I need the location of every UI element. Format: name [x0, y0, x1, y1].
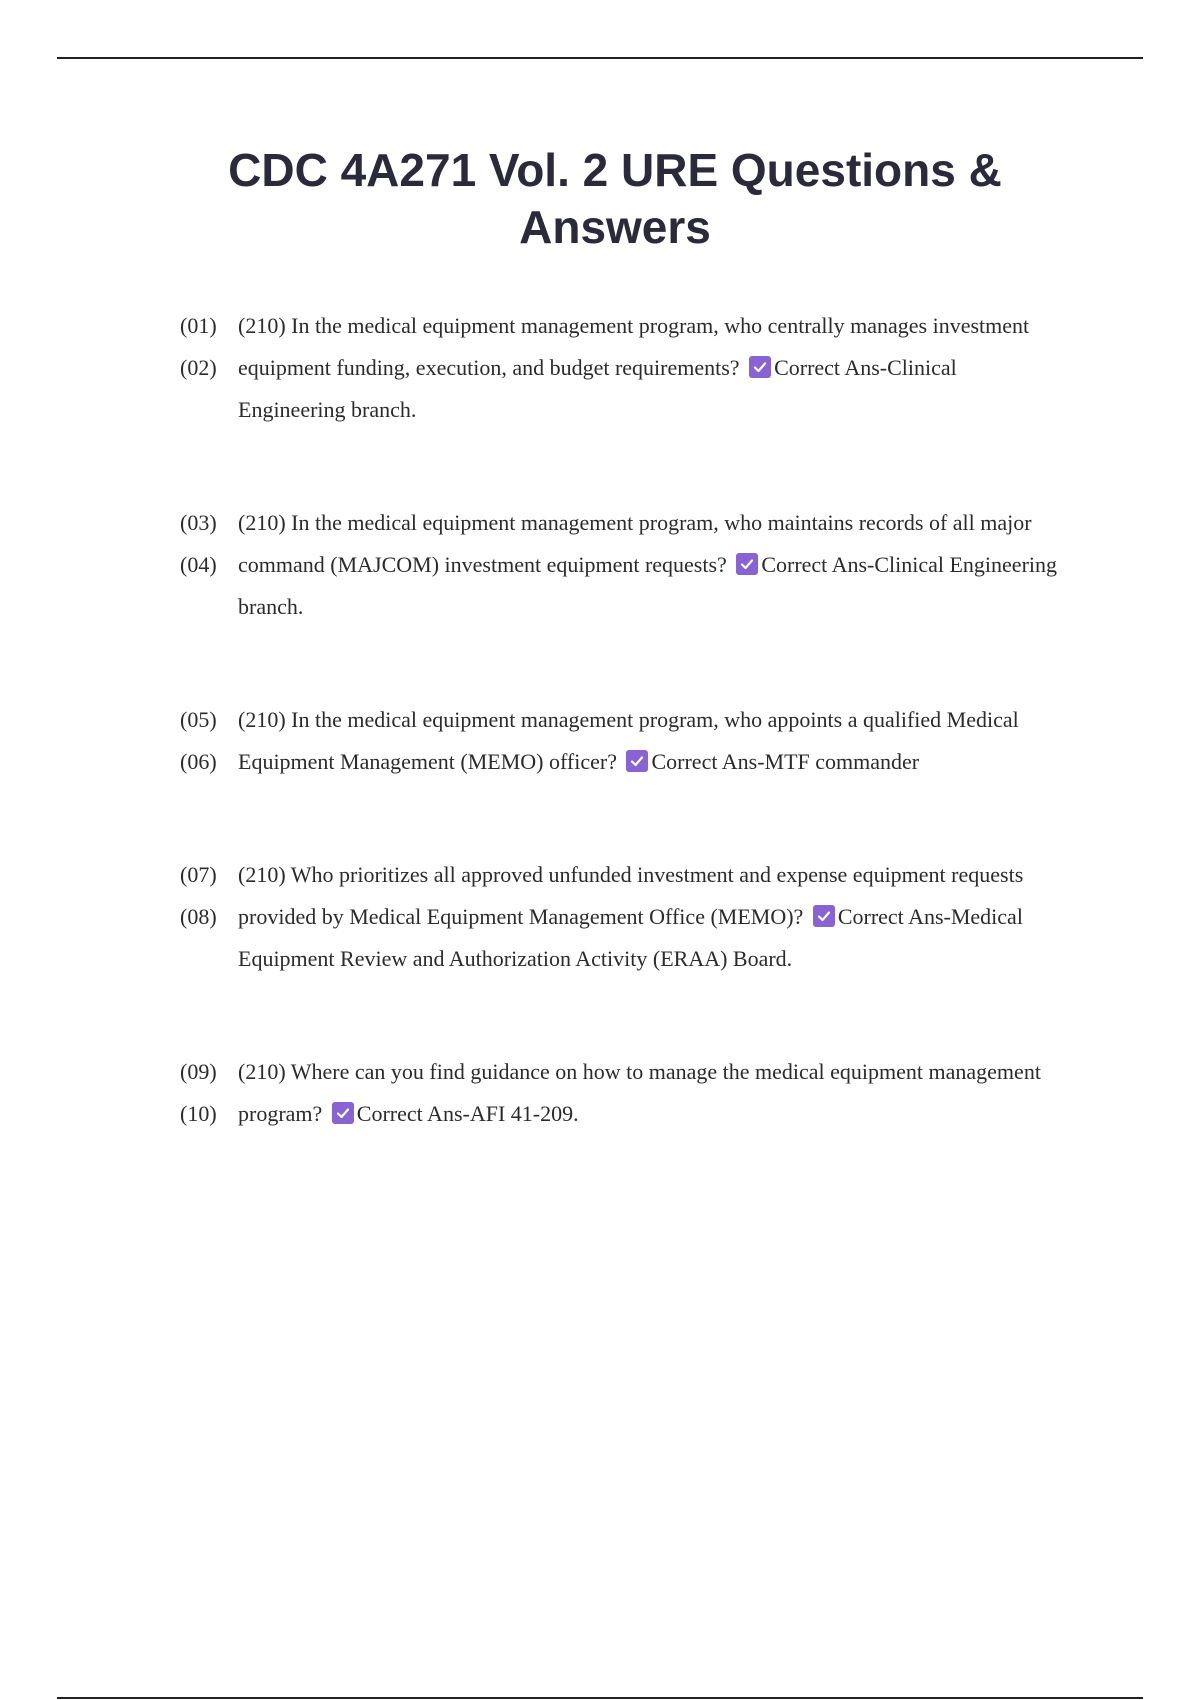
answer-text: Correct Ans-Clinical Engineering branch. — [238, 355, 957, 422]
document-title: CDC 4A271 Vol. 2 URE Questions & Answers — [228, 144, 1002, 253]
line-number: (04) — [180, 552, 217, 577]
question-line — [180, 854, 1060, 896]
question-continuation: Equipment Management (MEMO) officer? — [238, 749, 617, 774]
question-continuation: equipment funding, execution, and budget requirements? — [238, 355, 740, 380]
qa-item — [180, 1051, 1060, 1135]
answer-line — [180, 896, 1060, 980]
answer-content — [238, 896, 1060, 980]
qa-item — [180, 502, 1060, 628]
line-number: (08) — [180, 904, 217, 929]
answer-line — [180, 544, 1060, 628]
answer-text: Correct Ans-MTF commander — [651, 749, 920, 774]
question-text: (210) Where can you find guidance on how to manage the medical equipment management — [238, 1059, 1041, 1084]
question-continuation: command (MAJCOM) investment equipment requests? — [238, 552, 727, 577]
answer-content — [238, 741, 1060, 783]
line-number: (06) — [180, 749, 217, 774]
question-text: (210) In the medical equipment management program, who maintains records of all major — [238, 510, 1032, 535]
check-square-icon — [736, 553, 758, 575]
check-square-icon — [332, 1102, 354, 1124]
question-continuation: program? — [238, 1101, 323, 1126]
line-number: (03) — [180, 510, 217, 535]
question-text: (210) Who prioritizes all approved unfunded investment and expense equipment requests — [238, 862, 1024, 887]
qa-list — [180, 305, 1060, 1206]
answer-line — [180, 347, 1060, 431]
line-number: (02) — [180, 355, 217, 380]
answer-content — [238, 1093, 1060, 1135]
answer-text: Correct Ans-Medical Equipment Review and Authorization Activity (ERAA) Board. — [238, 904, 1023, 971]
answer-text: Correct Ans-AFI 41-209. — [356, 1101, 579, 1126]
top-rule — [57, 57, 1143, 59]
bottom-rule — [57, 1697, 1143, 1699]
line-number: (07) — [180, 862, 217, 887]
question-line — [180, 305, 1060, 347]
check-square-icon — [813, 905, 835, 927]
answer-line — [180, 741, 1060, 783]
qa-item — [180, 854, 1060, 980]
answer-content — [238, 347, 1060, 431]
answer-content — [238, 544, 1060, 628]
answer-text: Correct Ans-Clinical Engineering branch. — [238, 552, 1058, 619]
question-line — [180, 1051, 1060, 1093]
qa-item — [180, 305, 1060, 431]
question-text: (210) In the medical equipment management program, who centrally manages investment — [238, 313, 1030, 338]
question-continuation: provided by Medical Equipment Management Office (MEMO)? — [238, 904, 804, 929]
check-square-icon — [626, 750, 648, 772]
question-line — [180, 502, 1060, 544]
answer-line — [180, 1093, 1060, 1135]
line-number: (05) — [180, 707, 217, 732]
qa-item — [180, 699, 1060, 783]
question-line — [180, 699, 1060, 741]
line-number: (01) — [180, 313, 217, 338]
check-square-icon — [749, 356, 771, 378]
line-number: (10) — [180, 1101, 217, 1126]
question-text: (210) In the medical equipment management program, who appoints a qualified Medical — [238, 707, 1019, 732]
line-number: (09) — [180, 1059, 217, 1084]
